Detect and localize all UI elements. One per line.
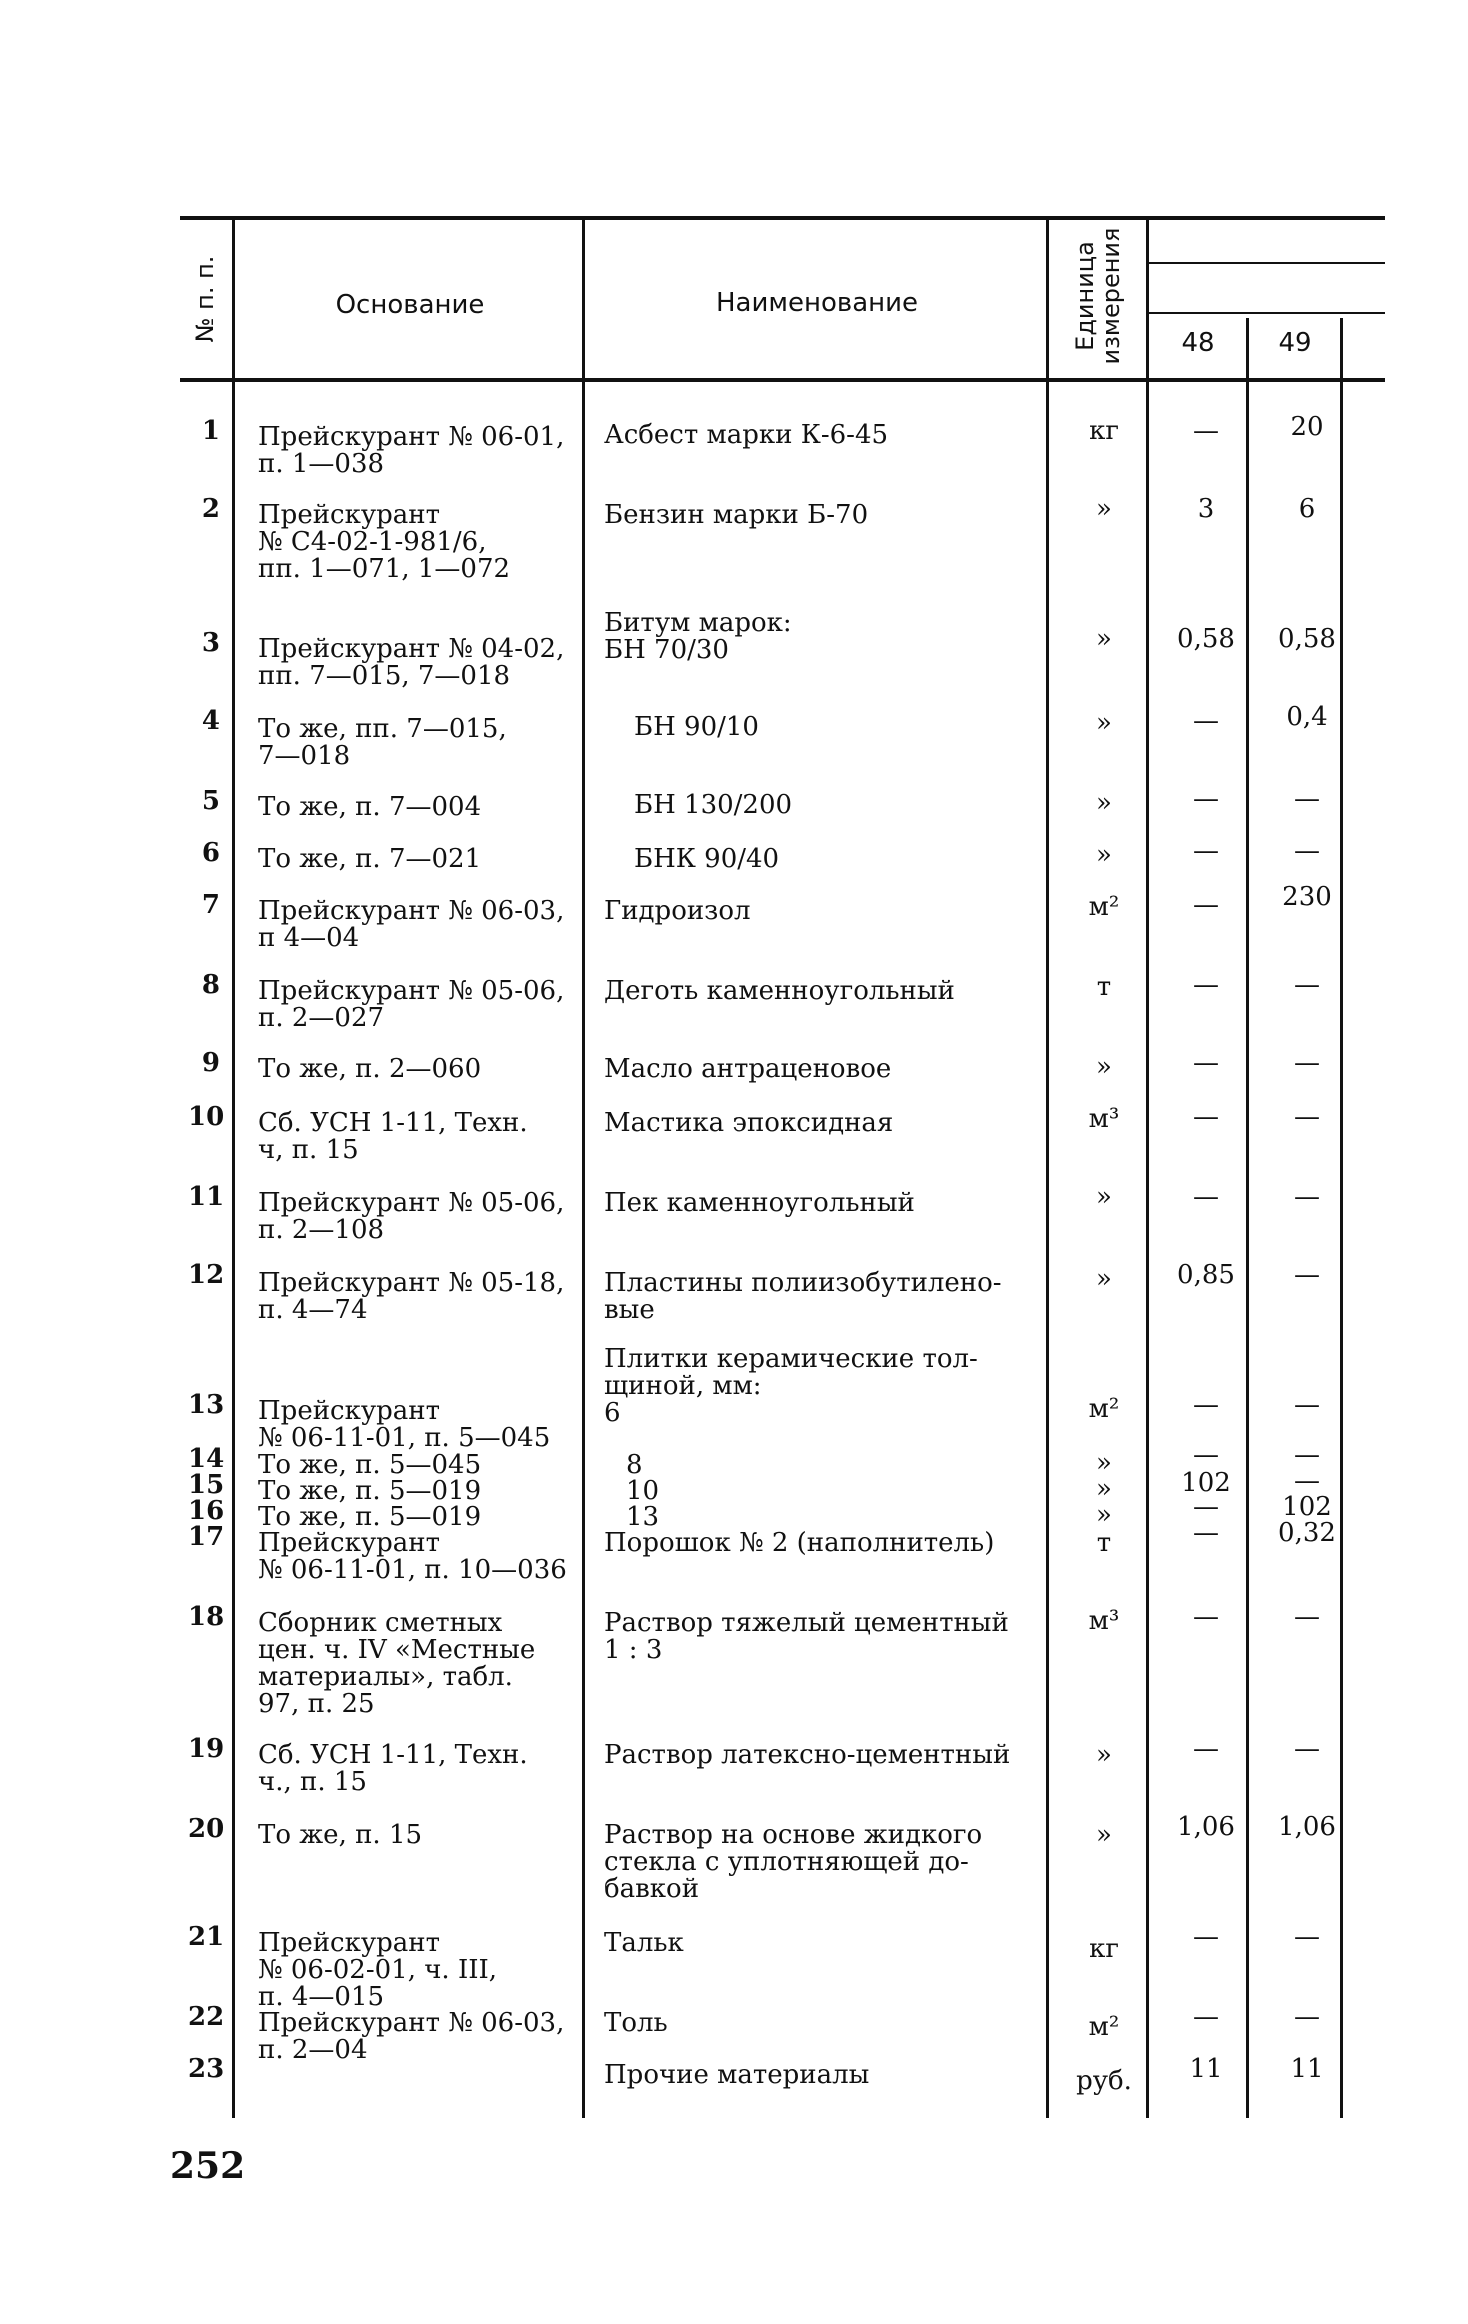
row-basis: Прейскурант № 06-11-01, п. 10—036	[258, 1528, 567, 1585]
row-value-48: —	[1193, 1102, 1219, 1132]
row-value-49: —	[1294, 1048, 1320, 1078]
row-value-48: —	[1193, 1440, 1219, 1470]
row-value-48: —	[1193, 706, 1219, 736]
row-number: 10	[188, 1102, 225, 1132]
row-number: 12	[188, 1260, 225, 1290]
row-unit: т	[1096, 972, 1112, 1002]
header-bottom-rule	[180, 378, 1385, 382]
header-sub-rule-2	[1148, 312, 1385, 314]
row-name: Раствор латексно-цементный	[604, 1740, 1011, 1770]
row-basis: То же, п. 5—019	[258, 1502, 482, 1532]
row-unit: м²	[1088, 892, 1120, 922]
row-name: БНК 90/40	[634, 844, 780, 874]
row-name: Раствор на основе жидкого стекла с уплотняющей до- бавкой	[604, 1820, 983, 1904]
row-value-49: —	[1294, 1182, 1320, 1212]
row-name: Пластины полиизобутилено- вые	[604, 1268, 1002, 1325]
row-basis: Прейскурант № 05-18, п. 4—74	[258, 1268, 565, 1325]
row-number: 22	[188, 2002, 225, 2032]
row-name: Битум марок: БН 70/30	[604, 608, 792, 665]
row-value-49: —	[1294, 2002, 1320, 2032]
row-value-48: —	[1193, 1922, 1219, 1952]
row-value-48: —	[1193, 1182, 1219, 1212]
row-number: 16	[188, 1496, 225, 1526]
col-rule-6	[1340, 318, 1343, 2118]
row-number: 21	[188, 1922, 225, 1952]
row-unit: »	[1096, 1448, 1112, 1478]
page-number: 252	[170, 2145, 246, 2187]
row-basis: Прейскурант № 06-01, п. 1—038	[258, 422, 565, 479]
row-value-48: —	[1193, 970, 1219, 1000]
header-col-basis: Основание	[335, 290, 485, 320]
row-value-49: —	[1294, 1602, 1320, 1632]
row-value-49: 6	[1298, 494, 1316, 524]
row-value-48: —	[1193, 1518, 1219, 1548]
row-number: 18	[188, 1602, 225, 1632]
row-name: Масло антраценовое	[604, 1054, 892, 1084]
row-basis: То же, п. 5—019	[258, 1476, 482, 1506]
row-name: Плитки керамические тол- щиной, мм: 6	[604, 1344, 978, 1428]
row-basis: Прейскурант № 05-06, п. 2—027	[258, 976, 565, 1033]
row-number: 4	[201, 706, 220, 736]
row-name: Раствор тяжелый цементный 1 : 3	[604, 1608, 1009, 1665]
row-unit: »	[1096, 1500, 1112, 1530]
row-value-48: —	[1193, 784, 1219, 814]
row-basis: Сборник сметных цен. ч. IV «Местные материалы», табл. 97, п. 25	[258, 1608, 536, 1719]
row-value-48: —	[1193, 1048, 1219, 1078]
row-number: 19	[188, 1734, 225, 1764]
row-basis: Сб. УСН 1-11, Техн. ч., п. 15	[258, 1740, 528, 1797]
row-basis: Прейскурант № 06-02-01, ч. III, п. 4—015	[258, 1928, 498, 2012]
row-basis: То же, п. 2—060	[258, 1054, 482, 1084]
row-unit: »	[1096, 494, 1112, 524]
row-basis: Прейскурант № 05-06, п. 2—108	[258, 1188, 565, 1245]
row-value-49: 102	[1282, 1492, 1332, 1522]
row-basis: Прейскурант № 06-03, п. 2—04	[258, 2008, 565, 2065]
header-col-48: 48	[1181, 328, 1215, 358]
row-name: Тальк	[604, 1928, 684, 1958]
table-top-rule	[180, 216, 1385, 220]
row-unit: м³	[1088, 1104, 1120, 1134]
row-number: 15	[188, 1470, 225, 1500]
row-basis: То же, пп. 7—015, 7—018	[258, 714, 507, 771]
row-name: 13	[626, 1502, 660, 1532]
row-number: 11	[188, 1182, 225, 1212]
row-name: 8	[626, 1450, 643, 1480]
row-value-48: —	[1193, 1602, 1219, 1632]
row-unit: »	[1096, 1474, 1112, 1504]
row-basis: То же, п. 15	[258, 1820, 423, 1850]
row-unit: »	[1096, 1740, 1112, 1770]
row-number: 23	[188, 2054, 225, 2084]
row-value-48: 102	[1181, 1468, 1231, 1498]
row-unit: кг	[1089, 1934, 1119, 1964]
row-number: 1	[201, 416, 220, 446]
row-name: БН 130/200	[634, 790, 793, 820]
row-unit: »	[1096, 1052, 1112, 1082]
row-value-48: —	[1193, 1390, 1219, 1420]
row-basis: То же, п. 7—004	[258, 792, 482, 822]
row-value-49: 1,06	[1278, 1812, 1336, 1842]
header-sub-rule-1	[1148, 262, 1385, 264]
row-unit: »	[1096, 788, 1112, 818]
row-name: Толь	[604, 2008, 668, 2038]
row-value-48: —	[1193, 890, 1219, 920]
row-value-48: —	[1193, 2002, 1219, 2032]
row-name: Деготь каменноугольный	[604, 976, 955, 1006]
row-name: Пек каменноугольный	[604, 1188, 915, 1218]
row-value-48: 0,85	[1177, 1260, 1235, 1290]
row-value-49: —	[1294, 1390, 1320, 1420]
row-value-48: 11	[1189, 2054, 1223, 2084]
row-number: 9	[201, 1048, 220, 1078]
row-number: 20	[188, 1814, 225, 1844]
row-basis: То же, п. 5—045	[258, 1450, 482, 1480]
header-col-num: № п. п.	[191, 255, 219, 343]
header-col-49: 49	[1278, 328, 1312, 358]
row-unit: »	[1096, 708, 1112, 738]
row-unit: м³	[1088, 1606, 1120, 1636]
row-value-49: 0,4	[1286, 702, 1328, 732]
col-rule-2	[582, 218, 585, 2118]
row-value-49: —	[1294, 836, 1320, 866]
row-basis: Прейскурант № 04-02, пп. 7—015, 7—018	[258, 634, 565, 691]
row-value-48: 1,06	[1177, 1812, 1235, 1842]
row-unit: »	[1096, 1820, 1112, 1850]
row-unit: м²	[1088, 2012, 1120, 2042]
col-rule-3	[1046, 218, 1049, 2118]
row-value-49: —	[1294, 1260, 1320, 1290]
row-value-49: —	[1294, 970, 1320, 1000]
row-name: 10	[626, 1476, 660, 1506]
row-value-48: 3	[1197, 494, 1215, 524]
row-value-49: 0,58	[1278, 624, 1336, 654]
row-name: Порошок № 2 (наполнитель)	[604, 1528, 995, 1558]
row-value-48: —	[1193, 416, 1219, 446]
row-name: Прочие материалы	[604, 2060, 870, 2090]
row-unit: »	[1096, 624, 1112, 654]
row-name: Бензин марки Б-70	[604, 500, 869, 530]
row-value-49: 0,32	[1278, 1518, 1336, 1548]
row-number: 13	[188, 1390, 225, 1420]
row-value-48: —	[1193, 836, 1219, 866]
col-rule-5	[1246, 318, 1249, 2118]
row-number: 6	[201, 838, 220, 868]
row-value-49: —	[1294, 1922, 1320, 1952]
row-value-49: 230	[1282, 882, 1332, 912]
row-value-49: —	[1294, 1466, 1320, 1496]
row-name: Мастика эпоксидная	[604, 1108, 894, 1138]
row-name: Асбест марки К-6-45	[604, 420, 889, 450]
row-unit: т	[1096, 1528, 1112, 1558]
row-number: 17	[188, 1522, 225, 1552]
row-value-49: 11	[1290, 2054, 1324, 2084]
row-name: БН 90/10	[634, 712, 759, 742]
row-unit: »	[1096, 840, 1112, 870]
row-unit: »	[1096, 1182, 1112, 1212]
header-col-unit: Единица измерения	[1071, 227, 1125, 365]
row-number: 8	[201, 970, 220, 1000]
row-number: 5	[201, 786, 220, 816]
row-value-48: —	[1193, 1734, 1219, 1764]
row-value-49: 20	[1290, 412, 1324, 442]
header-col-name: Наименование	[715, 288, 919, 318]
col-rule-1	[232, 218, 235, 2118]
row-unit: »	[1096, 1264, 1112, 1294]
row-value-49: —	[1294, 1734, 1320, 1764]
row-value-49: —	[1294, 1440, 1320, 1470]
row-unit: кг	[1089, 416, 1119, 446]
row-basis: Прейскурант № 06-03, п 4—04	[258, 896, 565, 953]
row-basis: То же, п. 7—021	[258, 844, 482, 874]
row-number: 7	[201, 890, 220, 920]
row-unit: м²	[1088, 1394, 1120, 1424]
row-name: Гидроизол	[604, 896, 751, 926]
row-basis: Прейскурант № 06-11-01, п. 5—045	[258, 1396, 551, 1453]
row-basis: Сб. УСН 1-11, Техн. ч, п. 15	[258, 1108, 528, 1165]
row-unit: руб.	[1076, 2066, 1132, 2096]
row-value-49: —	[1294, 1102, 1320, 1132]
row-basis: Прейскурант № С4-02-1-981/6, пп. 1—071, 1—072	[258, 500, 511, 584]
row-value-49: —	[1294, 784, 1320, 814]
row-value-48: 0,58	[1177, 624, 1235, 654]
row-number: 14	[188, 1444, 225, 1474]
row-number: 2	[201, 494, 220, 524]
row-value-48: —	[1193, 1492, 1219, 1522]
row-number: 3	[201, 628, 220, 658]
